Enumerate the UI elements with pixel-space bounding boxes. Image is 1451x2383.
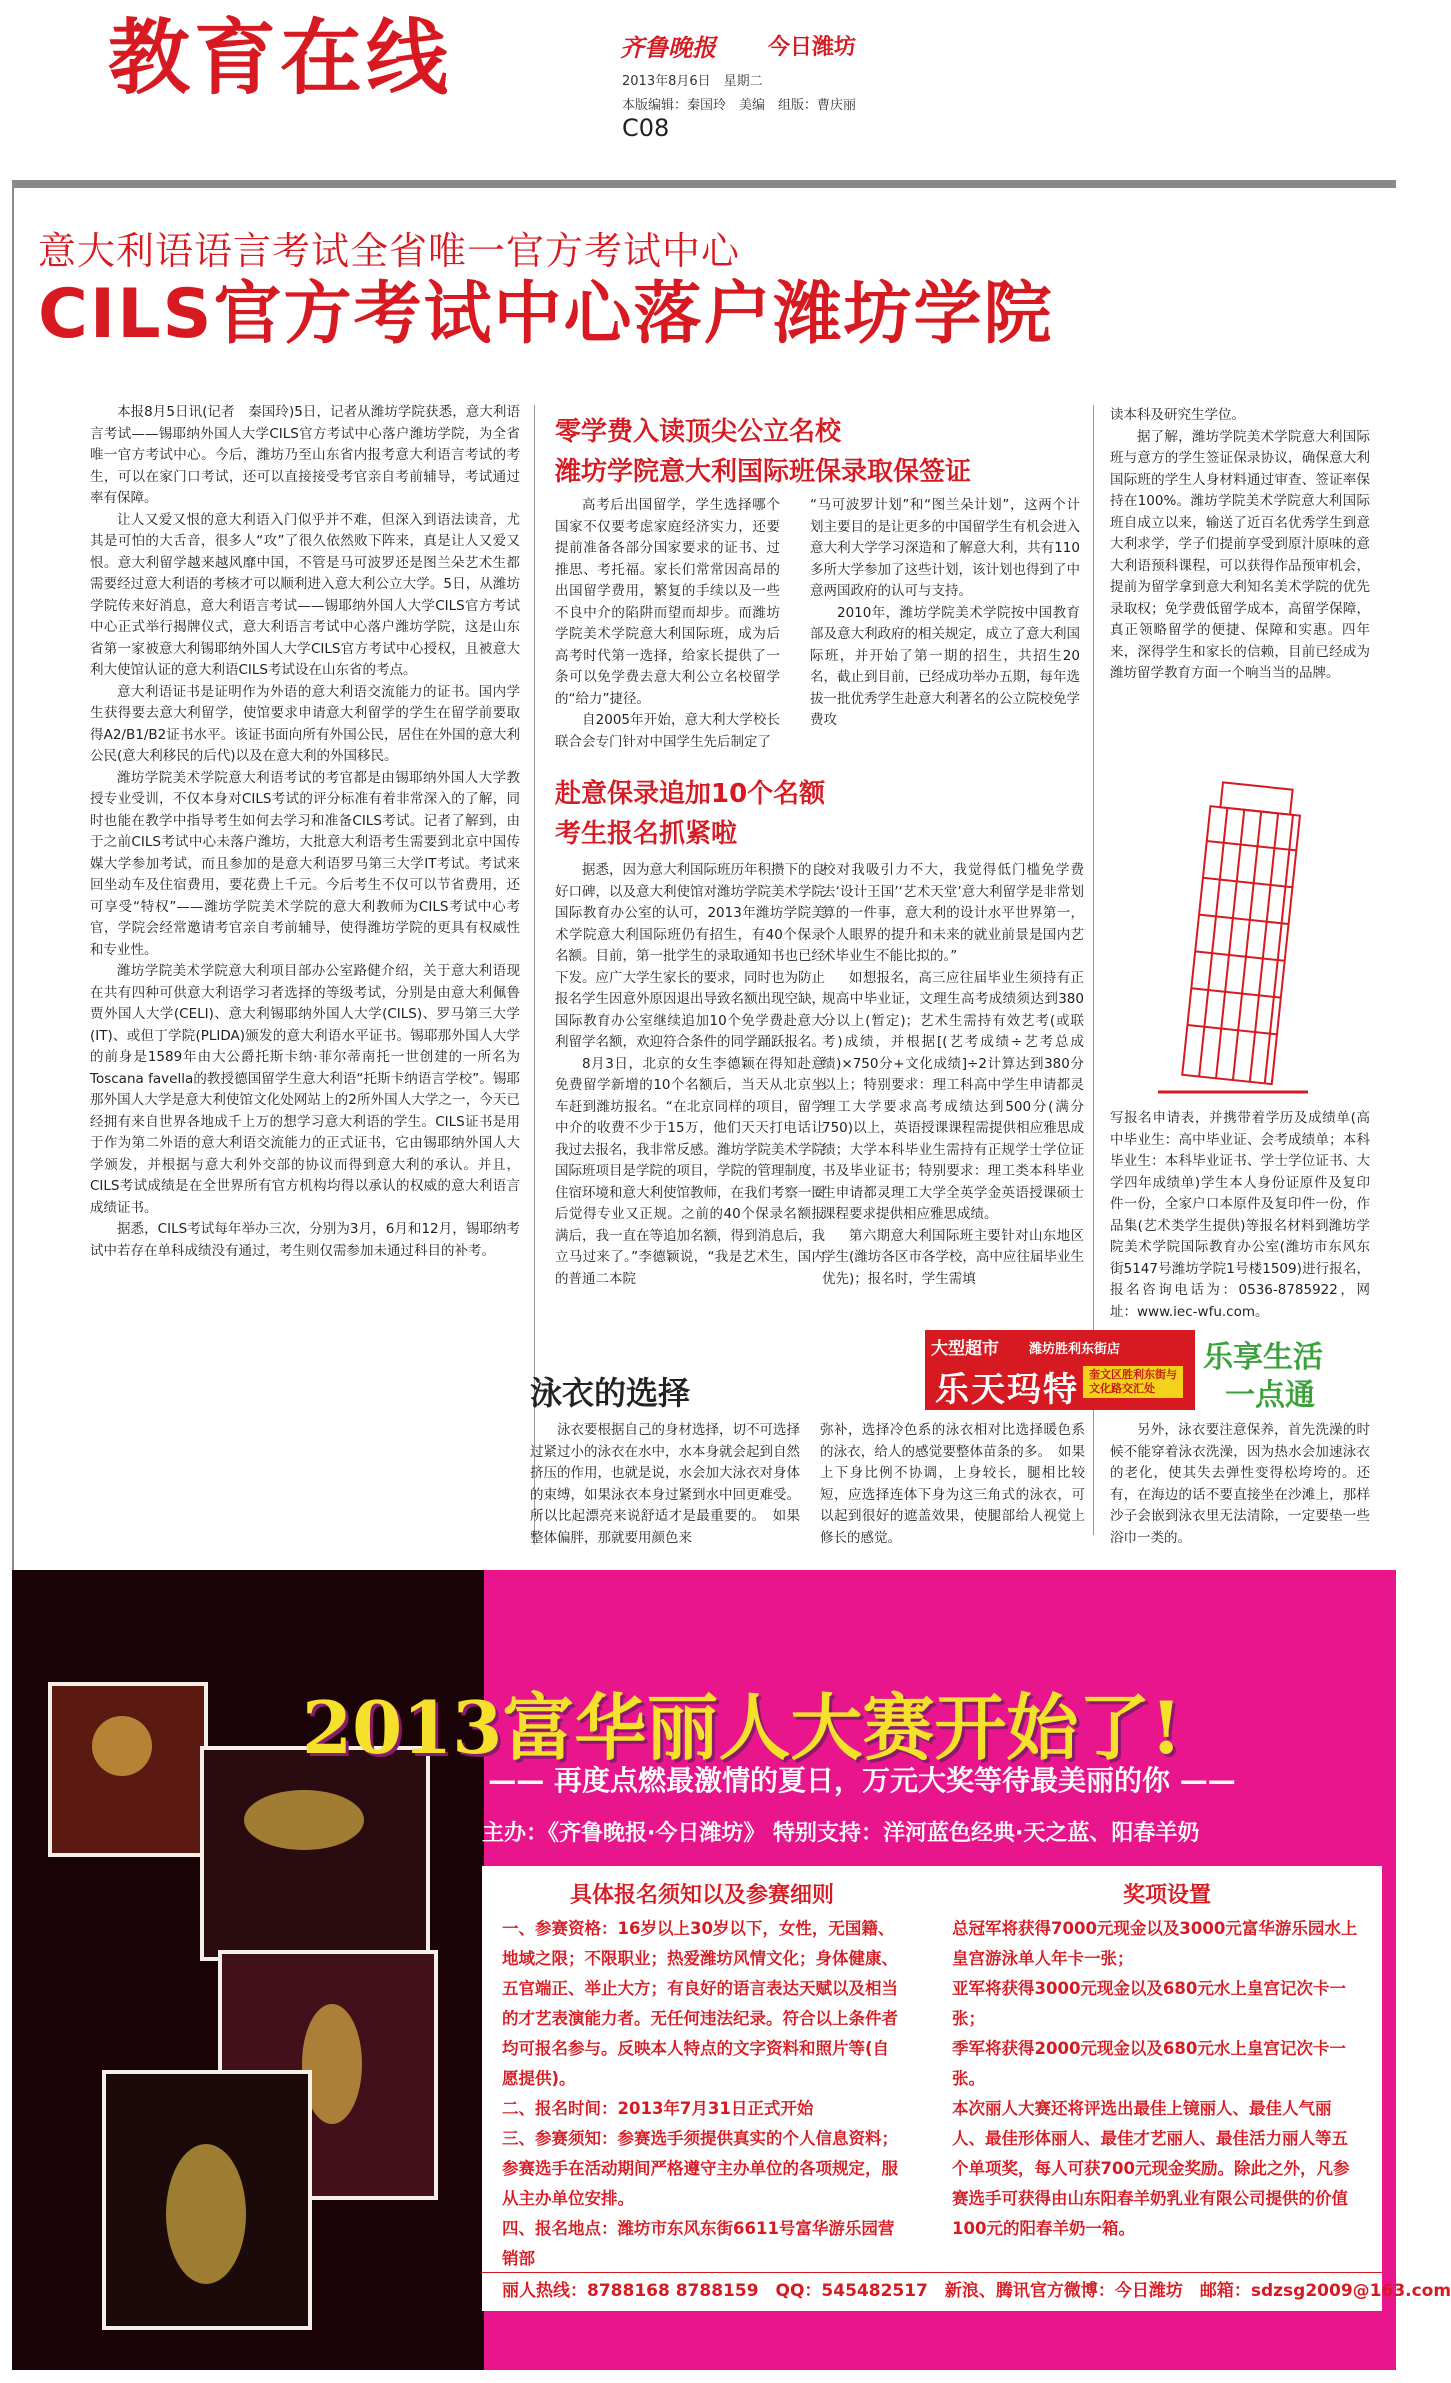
pageant-contact-footer: 丽人热线：8788168 8788159 QQ：545482517 新浪、腾讯官方微博：今日潍坊 邮箱：sdzsg2009@163.com	[482, 2272, 1382, 2311]
award-item: 总冠军将获得7000元现金以及3000元富华游乐园水上皇宫游泳单人年卡一张；	[952, 1919, 1358, 1968]
ad-badge-line: 奎文区胜利东街与	[1089, 1368, 1177, 1381]
paragraph: 据了解，潍坊学院美术学院意大利国际班与意方的学生签证保录协议，确保意大利国际班的学生人身材料通过审查、签证率保持在100%。潍坊学院美术学院意大利国际班自成立以来，输送了近百名优秀学生到意大利求学，学子们提前享受到原汁原味的意大利语预科课程，可以获得作品预审机会，提前为留学拿到意大利知名美术学院的优先录取权；免学费低留学成本，高留学保障，真正领略留学的便捷、保障和实惠。四年来，深得学生和家长的信赖，目前已经成为潍坊留学教育方面一个响当当的品牌。	[1110, 428, 1370, 681]
pageant-details-box	[482, 1866, 1451, 2311]
article3-title-line1: 赴意保录追加10个名额	[555, 779, 826, 809]
ad-tag: 大型超市	[931, 1339, 999, 1359]
paragraph: 本报8月5日讯(记者 秦国玲)5日，记者从潍坊学院获悉，意大利语言考试——锡耶纳外国人大学CILS官方考试中心落户潍坊学院，为全省唯一官方考试中心。今后，潍坊乃至山东省内报考意大利语言考试的考生，可以在家门口考试，还可以直接接受考官亲自考前辅导，考试通过率有保障。	[90, 404, 520, 506]
paragraph: 第六期意大利国际班主要针对山东地区学生(潍坊各区市各学校，高中应往届毕业生优先)；报名时，学生需填	[822, 1227, 1084, 1287]
paragraph: 读本科及研究生学位。	[1110, 407, 1245, 423]
ad-address: 潍坊胜利东街店	[1029, 1342, 1121, 1357]
ad-slogan-line1: 乐享生活	[1203, 1340, 1323, 1375]
paragraph: 据悉，CILS考试每年举办三次，分别为3月，6月和12月，锡耶纳考试中若存在单科成绩没有通过，考生则仅需参加未通过科目的补考。	[90, 1221, 520, 1259]
rule-item: 一、参赛资格：16岁以上30岁以下，女性，无国籍、地域之限；不限职业；热爱潍坊风情文化；身体健康、五官端正、举止大方；有良好的语言表达天赋以及相当的才艺表演能力者。无任何违法纪录。符合以上条件者均可报名参与。反映本人特点的文字资料和照片等(自愿提供)。	[502, 1919, 898, 2088]
paragraph: 8月3日，北京的女生李德颖在得知赴意免费留学新增的10个名额后，当天从北京坐车赶到潍坊报名。“在北京同样的项目，留学中介的收费不少于15万，他们天天打电话让我过去报名，我非常反感。潍坊学院美术学院国际班项目是学院的项目，学院的管理制度，住宿环境和意大利使馆教师，在我们考察一圈后觉得专业又正规。之前的40个保录名额报满后，我一直在等追加名额，得到消息后，我立马过来了。”李德颖说，“我是艺术生，国内的普通二本院	[555, 1055, 825, 1287]
article3-title-line2: 考生报名抓紧啦	[555, 819, 738, 849]
paragraph: 写报名申请表，并携带着学历及成绩单(高中毕业生：高中毕业证、会考成绩单；本科毕业生：本科毕业证书、学士学位证书、大学四年成绩单)学生本人身份证原件及复印件一份，全家户口本原件及复印件一份，作品集(艺术类学生提供)等报名材料到潍坊学院美术学院国际教育办公室(潍坊市东风东街5147号潍坊学院1号楼1509)进行报名，报名咨询电话为：0536-8785922，网址：www.iec-wfu.com。	[1110, 1110, 1370, 1320]
paragraph: 潍坊学院美术学院意大利项目部办公室路健介绍，关于意大利语现在共有四种可供意大利语学习者选择的等级考试，分别是由意大利佩鲁贾外国人大学(CELI)、意大利锡耶纳外国人大学(CILS)、罗马第三大学(IT)、或但丁学院(PLIDA)颁发的意大利语水平证书。锡耶那外国人大学的前身是1589年由大公爵托斯卡纳·菲尔蒂南托一世创建的一所名为Toscana favella的教授德国留学生意大利语“托斯卡纳语言学校”。锡耶那外国人大学是意大利使馆文化处网站上的2所外国人大学之一，今天已经拥有来自世界各地成千上万的想学习意大利语的学生。CILS证书是用于作为第二外语的意大利语交流能力的正式证书，它由锡耶纳外国人大学颁发，并根据与意大利外交部的协议而得到意大利的承认。并且，CILS考试成绩是在全世界所有官方机构均得以承认的权威的意大利语言成绩证书。	[90, 963, 520, 1216]
pageant-rules	[502, 1914, 902, 2274]
ad-left-panel	[925, 1330, 1195, 1410]
award-item: 本次丽人大赛还将评选出最佳上镜丽人、最佳人气丽人、最佳形体丽人、最佳才艺丽人、最佳活力丽人等五个单项奖，每人可获700元现金奖励。除此之外，凡参赛选手可获得由山东阳春羊奶乳业有限公司提供的价值100元的阳春羊奶一箱。	[952, 2099, 1350, 2238]
paragraph: 另外，泳衣要注意保养，首先洗澡的时候不能穿着泳衣洗澡，因为热水会加速泳衣的老化，使其失去弹性变得松垮垮的。还有，在海边的话不要直接坐在沙滩上，那样沙子会嵌到泳衣里无法清除，一定要垫一些浴巾一类的。	[1110, 1422, 1370, 1546]
paragraph: 弥补，选择冷色系的泳衣相对比选择暖色系的泳衣，给人的感觉要整体苗条的多。 如果上下身比例不协调，上身较长，腿相比较短，应选择连体下身为这三角式的泳衣，可以起到很好的遮盖效果，使腿部给人视觉上修长的感觉。	[820, 1422, 1085, 1546]
ad-slogan-line2: 一点通	[1225, 1378, 1315, 1413]
paragraph: 潍坊学院美术学院意大利语考试的考官都是由锡耶纳外国人大学教授专业受训，不仅本身对CILS考试的评分标准有着非常深入的了解，同时也能在教学中指导考生如何去学习和准备CILS考试。记者了解到，由于之前CILS考试中心未落户潍坊，大批意大利语考生需要到北京中国传媒大学参加考试，而且参加的是意大利语罗马第三大学IT考试。考试来回坐动车及住宿费用，要花费上千元。今后考生不仅可以节省费用，还可享受“特权”——潍坊学院美术学院的意大利教师为CILS考试中心考官，学院会经常邀请考官亲自考前辅导，使得潍坊学院的更具有权威性和专业性。	[90, 769, 520, 958]
paper-sub-name: 今日潍坊	[768, 35, 857, 60]
leaning-tower-illustration	[1148, 770, 1318, 1100]
paragraph: “马可波罗计划”和“图兰朵计划”，这两个计划主要目的是让更多的中国留学生有机会进入意大利大学学习深造和了解意大利，共有110多所大学参加了这些计划，该计划也得到了中意两国政府的认可与支持。	[810, 497, 1080, 599]
pageant-tagline: —— 再度点燃最激情的夏日，万元大奖等待最美丽的你 ——	[488, 1764, 1236, 1797]
editors-line: 本版编辑：秦国玲 美编 组版：曹庆丽	[622, 98, 857, 113]
page-code: C08	[622, 114, 670, 142]
paragraph: 自2005年开始，意大利大学校长联合会专门针对中国学生先后制定了	[555, 712, 780, 750]
paragraph: 高考后出国留学，学生选择哪个国家不仅要考虑家庭经济实力，还要提前准备各部分国家要求的证书、过推思、考托福。家长们常常因高昂的出国留学费用，繁复的手续以及一些不良中介的陷阱而望而却步。而潍坊学院美术学院意大利国际班，成为后高考时代第一选择，给家长提供了一条可以免学费去意大利公立名校留学的“给力”捷径。	[555, 497, 780, 707]
paragraph: 据悉，因为意大利国际班历年积攒下的良好口碑，以及意大利使馆对潍坊学院美术学院国际教育办公室的认可，2013年潍坊学院美术学院意大利国际班仍有招生，有40个保录名额。目前，第一批学生的录取通知书也已经下发。应广大学生家长的要求，同时也为防止报名学生因意外原因退出导致名额出现空缺，国际教育办公室继续追加10个免学费赴意大利留学名额，欢迎符合条件的同学踊跃报名。	[555, 862, 825, 1050]
article2-title-line1: 零学费入读顶尖公立名校	[555, 417, 842, 447]
article2-col1	[555, 495, 780, 760]
rule-item: 四、报名地点：潍坊市东风东街6611号富华游乐园营销部	[502, 2219, 895, 2268]
article3-col1	[555, 860, 825, 1305]
paper-name: 齐鲁晚报	[620, 33, 716, 62]
lead-article-body	[90, 402, 520, 1259]
kicker: 意大利语语言考试全省唯一官方考试中心	[38, 229, 741, 273]
rule-item: 三、参赛须知：参赛选手须提供真实的个人信息资料；参赛选手在活动期间严格遵守主办单位的各项规定，服从主办单位安排。	[502, 2129, 898, 2208]
article5-col2	[820, 1420, 1085, 1560]
pageant-awards	[952, 1914, 1362, 2244]
ad-location-badge	[1083, 1366, 1183, 1398]
article2-title-line2: 潍坊学院意大利国际班保录取保签证	[555, 457, 972, 487]
supermarket-ad[interactable]	[925, 1330, 1370, 1413]
article4-bottom	[1110, 1108, 1370, 1320]
pageant-awards-title: 奖项设置	[1122, 1883, 1211, 1908]
award-item: 季军将获得2000元现金以及680元水上皇宫记次卡一张。	[952, 2039, 1346, 2088]
article3-col2	[822, 860, 1084, 1305]
article5-col1	[530, 1420, 800, 1560]
pageant-photo	[102, 2070, 312, 2330]
article5-title: 泳衣的选择	[530, 1374, 691, 1412]
rule-item: 二、报名时间：2013年7月31日正式开始	[502, 2099, 814, 2118]
paragraph: 泳衣要根据自己的身材选择，切不可选择过紧过小的泳衣在水中，水本身就会起到自然挤压的作用，也就是说，水会加大泳衣对身体的束缚，如果泳衣本身过紧到水中回更难受。所以比起漂亮来说舒适才是最重要的。 如果整体偏胖，那就要用颜色来	[530, 1422, 800, 1546]
paragraph: 意大利语证书是证明作为外语的意大利语交流能力的证书。国内学生获得要去意大利留学，使馆要求申请意大利留学的学生在留学前要取得A2/B1/B2证书水平。该证书面向所有外国公民，居住在外国的意大利公民(意大利移民的后代)以及在意大利的外国移民。	[90, 683, 520, 764]
paragraph: 2010年，潍坊学院美术学院按中国教育部及意大利政府的相关规定，成立了意大利国际班，并开始了第一期的招生，共招生20名，截止到目前，已经成功举办五期，每年选拔一批优秀学生赴意大利著名的公立院校免学费攻	[810, 604, 1080, 728]
headline: CILS官方考试中心落户潍坊学院	[38, 275, 1054, 354]
pageant-rules-title: 具体报名须知以及参赛细则	[569, 1883, 834, 1908]
article5-col3	[1110, 1420, 1370, 1560]
ad-right-panel	[1195, 1330, 1370, 1413]
paragraph: 校对我吸引力不大，我觉得低门槛免学费去‘设计王国’‘艺术天堂’意大利留学是非常划算的一件事，意大利的设计水平世界第一，个人眼界的提升和未来的就业前景是国内艺术毕业生不能比拟的。”	[822, 862, 1084, 964]
pageant-banner: 2013富华丽人大赛开始了!	[302, 1685, 1182, 1770]
paragraph: 让人又爱又恨的意大利语入门似乎并不难，但深入到语法读音，尤其是可怕的大舌音，很多人“攻”了很久依然败下阵来，真是让人又爱又恨。意大利留学越来越风靡中国，不管是马可波罗还是图兰朵艺术生都需要经过意大利语的考核才可以顺利进入意大利公立大学。5日，从潍坊学院传来好消息，意大利语言考试——锡耶纳外国人大学CILS官方考试中心正式举行揭牌仪式，意大利语言考试中心落户潍坊学院，这是山东省第一家被意大利锡耶纳外国人大学CILS官方考试中心授权，且被意大利大使馆认证的意大利语CILS考试设在山东省的考点。	[90, 511, 520, 678]
section-title: 教育在线	[108, 11, 453, 106]
pageant-photo	[48, 1682, 208, 1857]
paragraph: 如想报名，高三应往届毕业生须持有正规高中毕业证，文理生高考成绩须达到380分以上(暂定)；艺术生需持有效艺考(或联考)成绩，并根据[(艺考成绩÷艺考总成绩)×750分+文化成绩]÷2计算达到380分以上；特别要求：理工科高中学生申请都灵理工大学要求高考成绩达到500分(满分750)以上，英语授课课程需提供相应雅思成绩；大学本科毕业生需持有正规学士学位证书及毕业证书；特别要求：理工类本科毕业生申请都灵理工大学全英学金英语授课硕士课程要求提供相应雅思成绩。	[822, 969, 1084, 1222]
top-rule	[12, 180, 1396, 188]
article2-col2	[810, 495, 1080, 760]
ad-badge-line: 文化路交汇处	[1089, 1382, 1155, 1395]
ad-store-name: 乐天玛特	[935, 1370, 1079, 1410]
date-line: 2013年8月6日 星期二	[622, 74, 763, 89]
award-item: 亚军将获得3000元现金以及680元水上皇宫记次卡一张；	[952, 1979, 1346, 2028]
pageant-ad[interactable]	[12, 1570, 1451, 2370]
pageant-sponsor: 主办：《齐鲁晚报·今日潍坊》 特别支持：洋河蓝色经典·天之蓝、阳春羊奶	[482, 1821, 1200, 1846]
article4-top	[1110, 405, 1370, 750]
